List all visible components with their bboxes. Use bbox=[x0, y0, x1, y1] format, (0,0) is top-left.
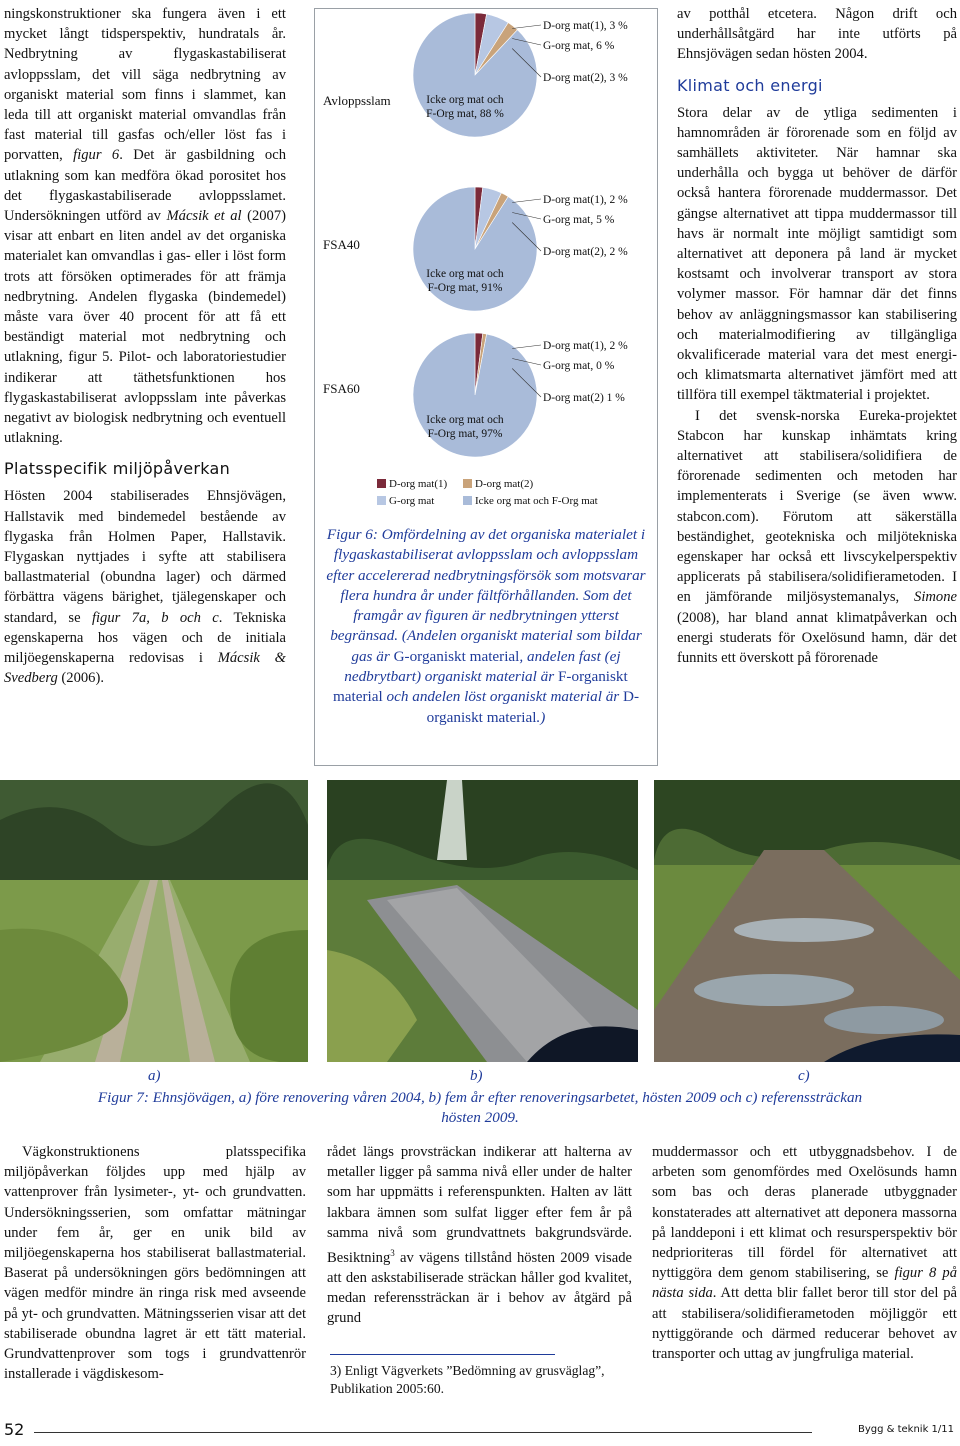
section-heading: Platsspecifik miljöpåverkan bbox=[4, 459, 231, 479]
legend-label: G-org mat bbox=[389, 495, 435, 507]
footnote-marker[interactable]: 3 bbox=[390, 1248, 395, 1259]
pie-title: FSA40 bbox=[323, 237, 360, 252]
citation: Mácsik & Svedberg bbox=[4, 650, 286, 687]
leader-line bbox=[512, 199, 541, 203]
slice-label: G-org mat, 0 % bbox=[543, 360, 615, 372]
slice-label: F-Org mat, 91% bbox=[427, 282, 503, 294]
column-left bbox=[4, 4, 286, 689]
photo-c-reference-road bbox=[654, 780, 960, 1062]
figure-reference[interactable]: figur 8 på nästa sida bbox=[652, 1265, 958, 1302]
section-heading: Klimat och energi bbox=[677, 75, 823, 95]
legend-label: D-org mat(2) bbox=[475, 478, 534, 490]
legend-swatch bbox=[463, 496, 472, 505]
paragraph: ningskonstruktioner ska fungera även i ett mycket långt tidsperspektiv, hundratals år. Nedbrytning av flygaskastabiliserat avloppsslam, det vill säga nedbrytning av organiskt material som finns i slammet, kan leda till att organiskt material omvandlas från fast material till gasfas och/eller löst fas i porvatten, figur 6. Det är gasbildning och utlakning som kan medföra ökad porositet hos det flygaskastabiliserade avloppsslamet. Undersökningen utförd av Mácsik et al (2007) visar att enbart en liten andel av det organiska materialet kan omvandlas i gas- eller i löst form trots att försöken optimerades för att främja nedbrytning. Andelen flygaska (bindemedel) måste vara över 40 procent för att få ett beständigt material mot nedbrytning och utlakning, figur 5. Pilot- och laboratoriestudier indikerar att täthetsfunktionen hos flygaskastabiliserat avloppsslam inte påverkas negativt av biologisk nedbrytning och eventuell utlakning. bbox=[4, 6, 287, 447]
figure-reference[interactable]: figur 7a, b och c bbox=[91, 609, 219, 626]
citation: Simone bbox=[914, 589, 957, 606]
slice-label: G-org mat, 5 % bbox=[543, 214, 615, 226]
citation: Mácsik et al bbox=[166, 208, 242, 225]
footnote-rule bbox=[330, 1354, 555, 1355]
leader-line bbox=[512, 25, 541, 29]
legend-swatch bbox=[377, 479, 386, 488]
page-number: 52 bbox=[4, 1420, 25, 1439]
slice-label: D-org mat(1), 3 % bbox=[543, 20, 628, 32]
legend-swatch bbox=[377, 496, 386, 505]
footer-rule bbox=[34, 1432, 812, 1433]
figure-7a-label: a) bbox=[148, 1068, 161, 1084]
figure-reference[interactable]: figur 6 bbox=[73, 147, 120, 164]
figure-7c-label: c) bbox=[798, 1068, 810, 1084]
slice-label: Icke org mat och bbox=[426, 268, 504, 280]
bottom-column-middle: rådet längs provsträckan indikerar att halterna av metaller ligger på samma nivå eller under de halter som har uppmätts i referenspunkten. Halten av lätt lakbara ämnen som sulfat ligger efter fem år på samma nivå som grundvattnets bakgrundsvärde. Besiktning$^3$ av vägens tillstånd hösten 2009 visade att den askstabiliserade sträckan håller god kvalitet, medan referenssträckan är i behov av åtgärd på grund bbox=[327, 1144, 632, 1327]
slice-label: Icke org mat och bbox=[426, 414, 504, 426]
legend-label: D-org mat(1) bbox=[389, 478, 448, 490]
slice-label: Icke org mat och bbox=[426, 94, 504, 106]
figure-7-caption: Figur 7: Ehnsjövägen, a) före renovering våren 2004, b) fem år efter renoveringsarbetet, hösten 2009 och c) referenssträckan hösten 2009. bbox=[97, 1089, 863, 1126]
slice-label: D-org mat(2), 3 % bbox=[543, 72, 628, 84]
paragraph: av potthål etcetera. Någon drift och underhållsåtgärd har inte utförts på Ehnsjövägen sedan hösten 2004. bbox=[677, 6, 957, 63]
column-right bbox=[677, 4, 957, 668]
pie-title: Avloppsslam bbox=[323, 93, 391, 108]
paragraph: Hösten 2004 stabiliserades Ehnsjövägen, Hallstavik med bindemedel bestående av flygaska från Holmen Paper, Hallstavik. Flygaskan nyttjades i syfte att stabilisera ballastmaterial (obundna lager) och därmed förbättra vägens bärighet, tjälegenskaper och standard, se figur 7a, b och c. Tekniska egenskaperna hos vägen och de initiala miljöegenskaperna redovisas i Mácsik & Svedberg (2006). bbox=[4, 488, 286, 687]
figure-6 bbox=[314, 8, 658, 766]
slice-label: D-org mat(1), 2 % bbox=[543, 194, 628, 206]
photo-a-road-before bbox=[0, 780, 308, 1062]
pie-charts bbox=[315, 9, 659, 529]
leader-line bbox=[512, 345, 541, 349]
bottom-column-right: muddermassor och ett utbyggnadsbehov. I de arbeten som genomfördes med Oxelösunds hamn som bas och deras planerade utbyggnader konstaterades att alternativet att deponera massorna på landdeponi i ett klimat och resursperspektiv bör nedprioriteras till fördel för alternativet att nyttiggöra dem genom stabilisering, se figur 8 på nästa sida. Att detta blir fallet beror till stor del på att stabilisera/solidifierametoden möjliggör ett nyttiggörande och därmed reducerar behovet av transporter och uttag av jungfruliga material. bbox=[652, 1144, 958, 1363]
slice-label: D-org mat(2) 1 % bbox=[543, 392, 625, 404]
footnote: 3) Enligt Vägverkets ”Bedömning av grusväglag”, Publikation 2005:60. bbox=[330, 1363, 605, 1396]
paragraph: I det svensk-norska Eureka-projektet Stabcon har kunskap inhämtats kring alternativet att stabilisera/solidifiera de förorenade sedimenten och metoden har implementerats i Sverige (se även www. stabcon.com). Förutom att säkerställa beständighet, geotekniska och miljötekniska egenskaper har också ett livscykelperspektiv applicerats på stabilisera/solidifierametoden. I en jämförande miljösystemanalys, Simone (2008), har bland annat klimatpåverkan och energi studerats för Oxelösund hamn, där det funnits ett överskott på förorenade bbox=[677, 407, 957, 667]
legend-label: Icke org mat och F-Org mat bbox=[475, 495, 598, 507]
figure-7b-label: b) bbox=[470, 1068, 483, 1084]
slice-label: F-Org mat, 97% bbox=[427, 428, 503, 440]
slice-label: F-Org mat, 88 % bbox=[426, 108, 504, 120]
legend-swatch bbox=[463, 479, 472, 488]
journal-name: Bygg & teknik 1/11 bbox=[857, 1424, 954, 1435]
slice-label: D-org mat(2), 2 % bbox=[543, 246, 628, 258]
figure-6-caption: Figur 6: Omfördelning av det organiska materialet i flygaskastabiliserat avloppsslam och avloppsslam efter accelererad nedbrytningsförsök som motsvarar flera hundra år under fältförhållanden. Som det framgår av figuren är nedbrytningen ytterst begränsad. (Andelen organiskt material som bildar gas är G-organiskt material, andelen fast (ej nedbrytbart) organiskt material är F-organiskt material och andelen löst organiskt material är D-organiskt material.) bbox=[326, 526, 646, 726]
bottom-column-left: Vägkonstruktionens platsspecifika miljöpåverkan följdes upp med hjälp av vattenprover från lysimeter-, yt- och grundvatten. Undersökningsserien, som omfattar mätningar under fem år, ger en unik bild av miljöegenskaperna hos stabiliserat ballastmaterial. Baserat på undersökningen görs bedömningen att vägen medför mindre än ringa risk med avseende på yt- och grundvatten. Mätningsserien visar att det stabiliserade obundna lagret är ett tätt material. Grundvattenprover som togs i grundvattenrör installerade i vägdiskesom- bbox=[4, 1144, 306, 1383]
pie-title: FSA60 bbox=[323, 381, 360, 396]
paragraph: Stora delar av de ytliga sedimenten i hamnområden är förorenade som en följd av samhällets aktiviteter. När hamnar ska underhålla och bygga ut behöver de därför också hantera förorenade muddermassor. Det gängse alternativet att tippa muddermassor till havs är normalt inte möjligt samtidigt som alternativet att deponera på land är mycket kostsamt och involverar transport av stora volymer massor. För hamnar där det finns behov av anläggningsmassor kan stabilisering och materialmodifiering av tillgängliga okvalificerade material vara det mest energi- och klimatsmarta alternativet jämfört med att tillföra till exempel täktmaterial i projektet. bbox=[677, 104, 957, 404]
slice-label: G-org mat, 6 % bbox=[543, 40, 615, 52]
photo-b-road-after bbox=[327, 780, 638, 1062]
slice-label: D-org mat(1), 2 % bbox=[543, 340, 628, 352]
